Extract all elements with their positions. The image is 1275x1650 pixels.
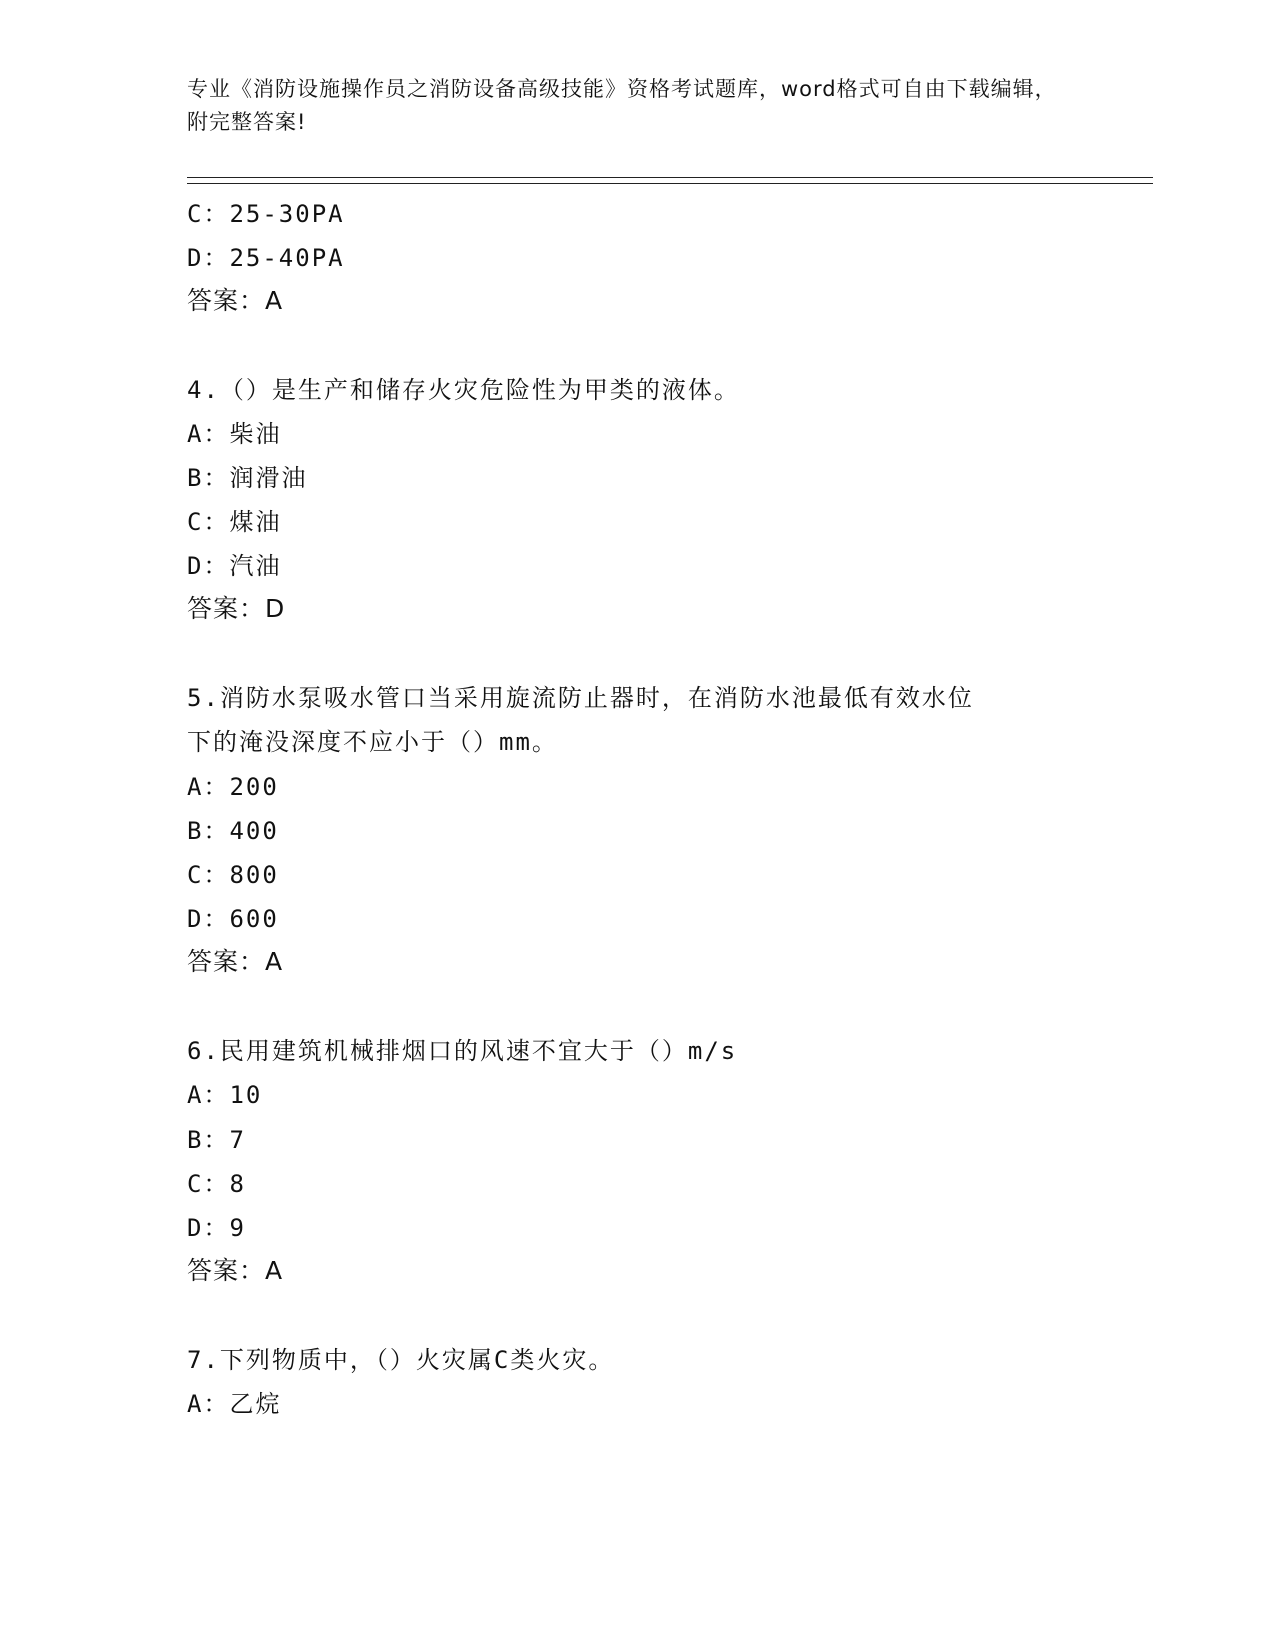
q6-option-b: B：7 [187,1126,246,1154]
prev-option-d: D：25-40PA [187,244,345,272]
q5-option-c: C：800 [187,861,279,889]
q5-answer: 答案：A [187,947,284,976]
q7-option-a: A：乙烷 [187,1390,282,1418]
header-rule-bottom [187,183,1153,184]
q4-stem: 4.（）是生产和储存火灾危险性为甲类的液体。 [187,376,740,404]
q4-answer: 答案：D [187,594,286,623]
q6-stem: 6.民用建筑机械排烟口的风速不宜大于（）m/s [187,1037,738,1065]
header-rule-top [187,177,1153,178]
prev-option-c: C：25-30PA [187,200,345,228]
q5-option-a: A：200 [187,773,279,801]
q6-answer: 答案：A [187,1256,284,1285]
q6-option-c: C：8 [187,1170,246,1198]
q6-option-d: D：9 [187,1214,246,1242]
prev-answer: 答案：A [187,286,284,315]
q4-option-a: A：柴油 [187,420,282,448]
q5-stem-line2: 下的淹没深度不应小于（）mm。 [187,728,558,756]
document-header-title: 专业《消防设施操作员之消防设备高级技能》资格考试题库，word格式可自由下载编辑，附完整答案! [187,77,1057,134]
q4-option-b: B：润滑油 [187,464,308,492]
q4-option-c: C：煤油 [187,508,282,536]
q4-option-d: D：汽油 [187,552,282,580]
q6-option-a: A：10 [187,1081,263,1109]
q5-option-b: B：400 [187,817,279,845]
q7-stem: 7.下列物质中，（）火灾属C类火灾。 [187,1346,615,1374]
q5-option-d: D：600 [187,905,279,933]
q5-stem-line1: 5.消防水泵吸水管口当采用旋流防止器时，在消防水池最低有效水位 [187,684,974,712]
